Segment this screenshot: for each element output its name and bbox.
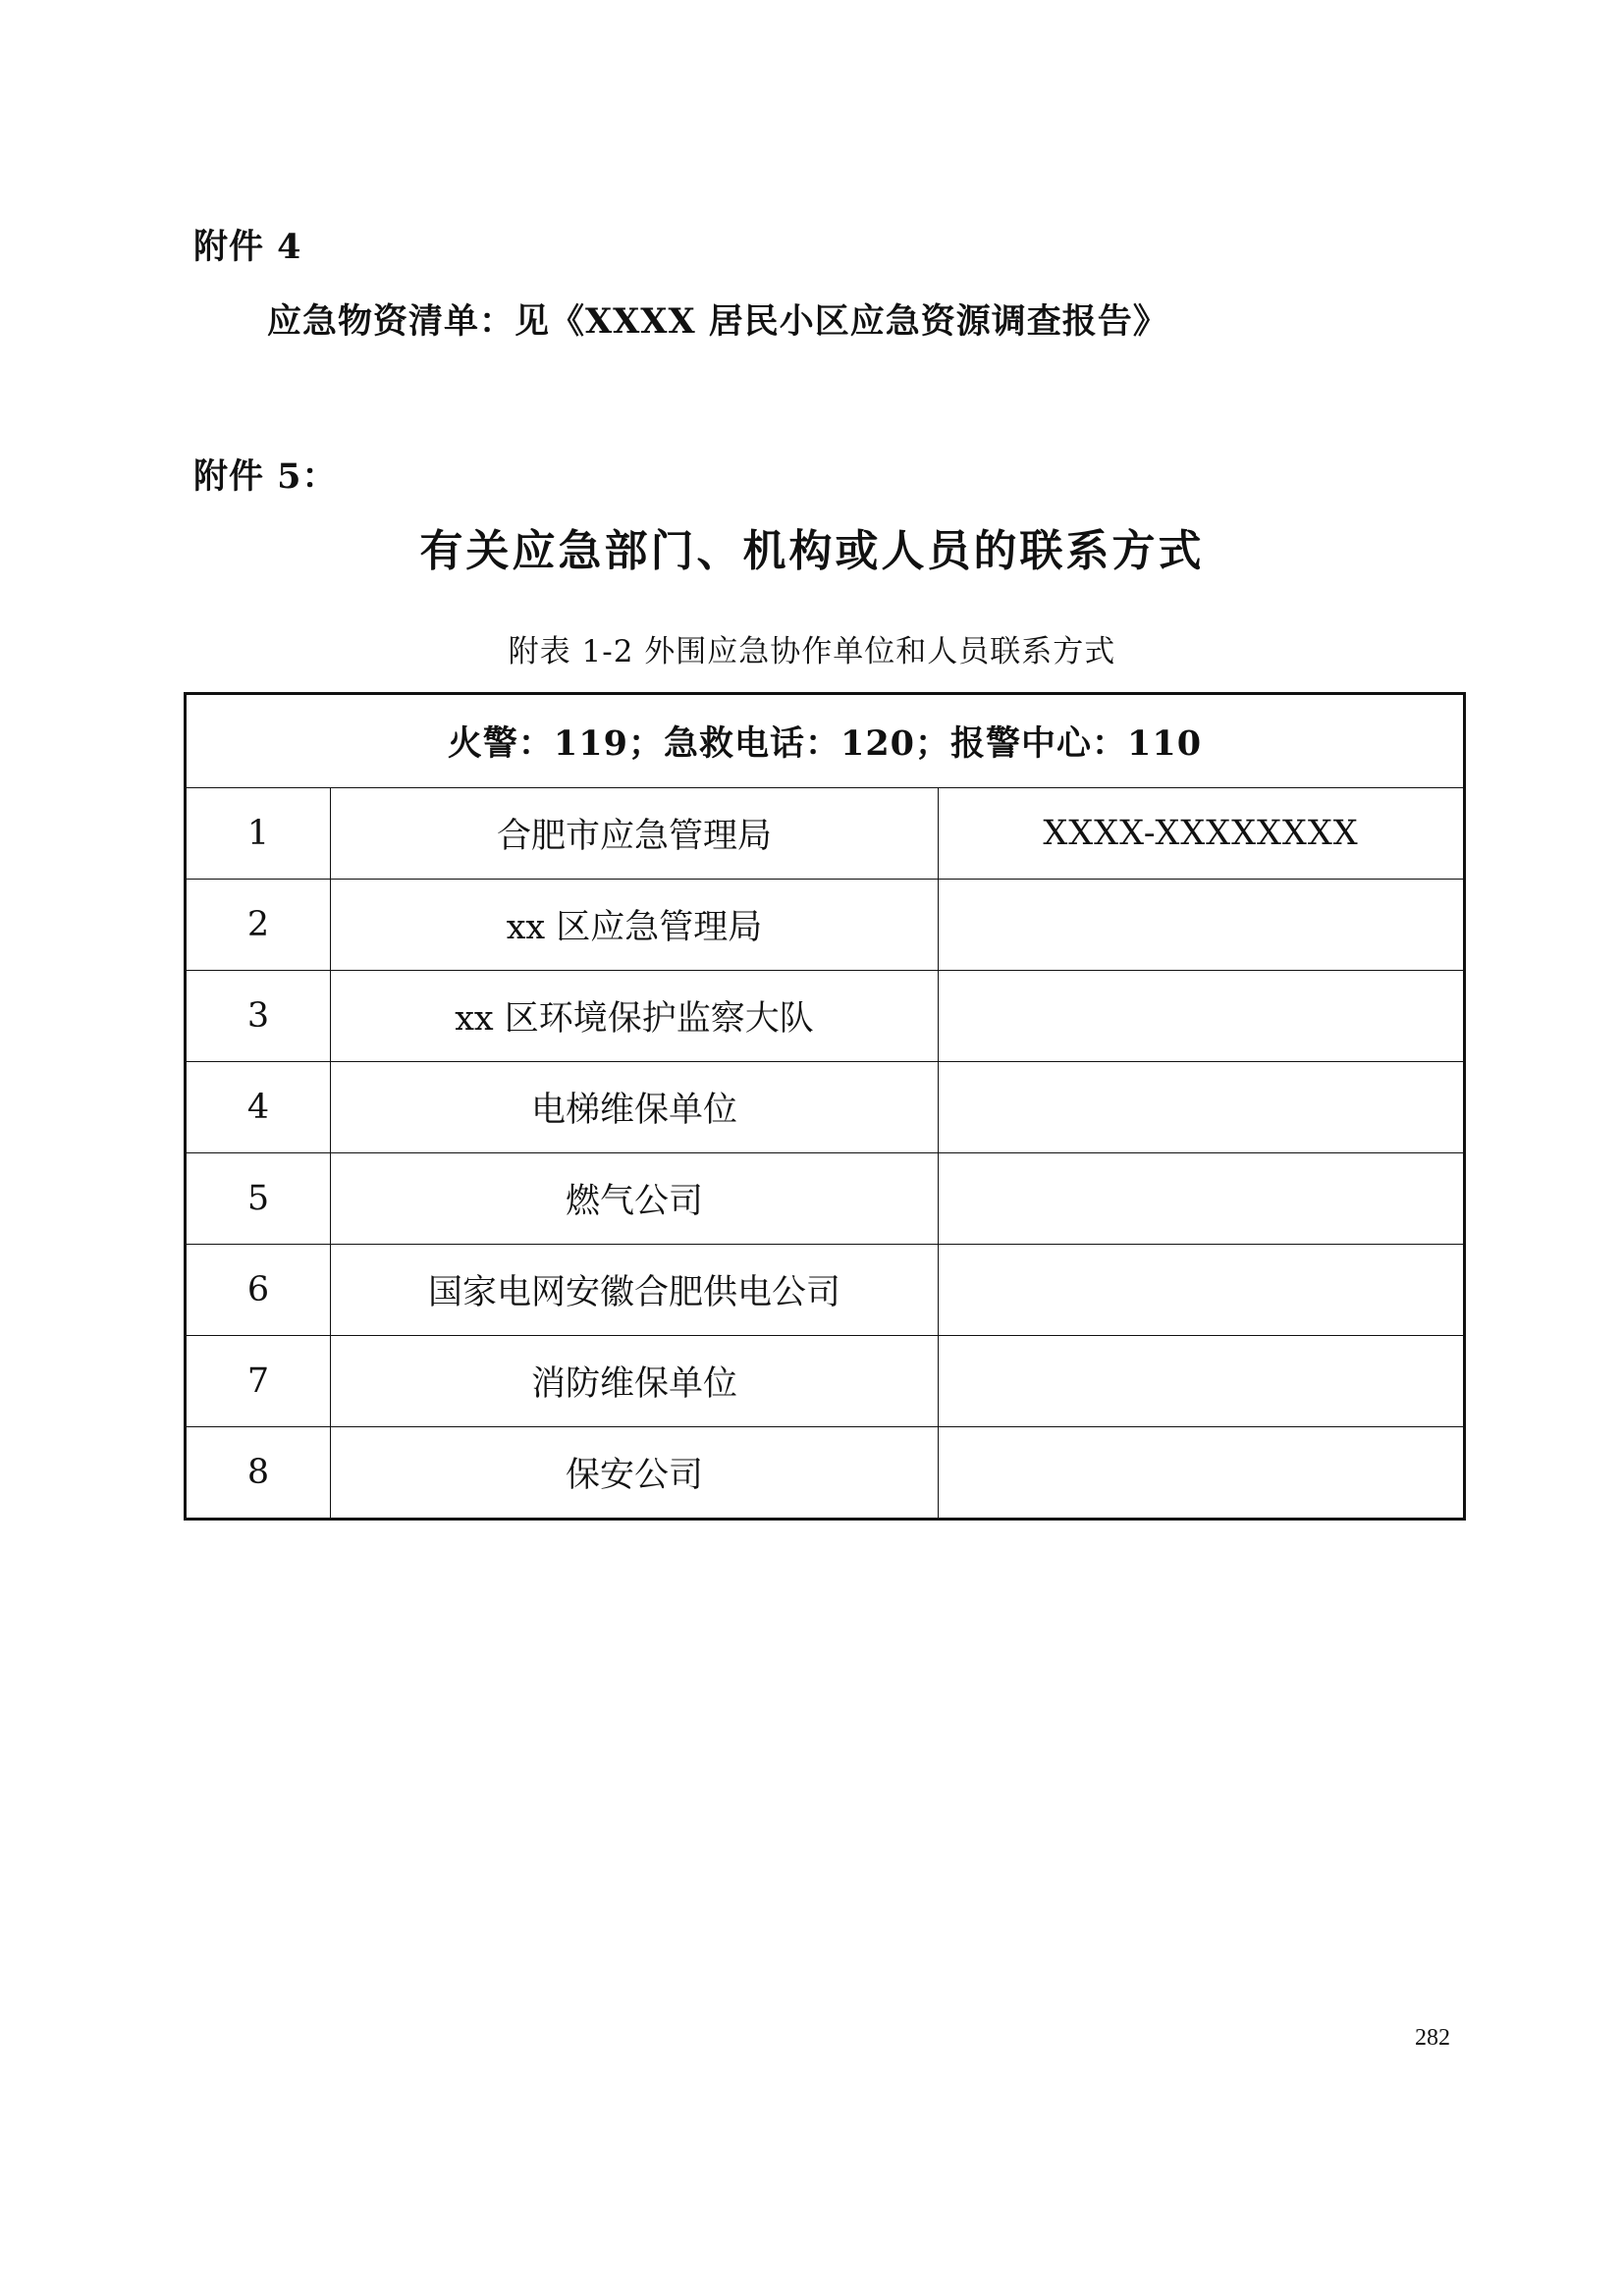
table-row: [186, 1427, 1465, 1520]
attachment-5-label: 附件 5：: [193, 456, 338, 497]
unit-name: 消防维保单位: [331, 1336, 939, 1427]
attachment-4-label: 附件 4: [193, 227, 302, 267]
contact-phone: [939, 1153, 1465, 1245]
contacts-section-title: 有关应急部门、机构或人员的联系方式: [419, 526, 1205, 576]
table-row: [186, 880, 1465, 971]
unit-name: xx 区环境保护监察大队: [331, 971, 939, 1062]
contact-phone: [939, 1427, 1465, 1520]
contact-phone: [939, 1062, 1465, 1153]
table-row: [186, 788, 1465, 880]
table-row: [186, 1336, 1465, 1427]
table-caption: 附表 1-2 外围应急协作单位和人员联系方式: [508, 634, 1116, 669]
table-header-row: [186, 694, 1465, 788]
unit-name: 国家电网安徽合肥供电公司: [331, 1245, 939, 1336]
table-row: [186, 971, 1465, 1062]
table-row: [186, 1062, 1465, 1153]
table-row: [186, 1153, 1465, 1245]
contact-phone: XXXX-XXXXXXXX: [939, 788, 1465, 880]
table-row: [186, 1245, 1465, 1336]
unit-name: 燃气公司: [331, 1153, 939, 1245]
row-number: 2: [186, 880, 331, 971]
contact-phone: [939, 971, 1465, 1062]
unit-name: xx 区应急管理局: [331, 880, 939, 971]
contact-phone: [939, 880, 1465, 971]
contacts-table: [184, 692, 1466, 1521]
row-number: 4: [186, 1062, 331, 1153]
emergency-numbers-header: 火警：119；急救电话：120；报警中心：110: [186, 694, 1465, 788]
emergency-supplies-line: 应急物资清单：见《XXXX 居民小区应急资源调查报告》: [267, 301, 1168, 342]
row-number: 7: [186, 1336, 331, 1427]
unit-name: 保安公司: [331, 1427, 939, 1520]
unit-name: 电梯维保单位: [331, 1062, 939, 1153]
row-number: 1: [186, 788, 331, 880]
row-number: 8: [186, 1427, 331, 1520]
contact-phone: [939, 1245, 1465, 1336]
row-number: 5: [186, 1153, 331, 1245]
unit-name: 合肥市应急管理局: [331, 788, 939, 880]
row-number: 6: [186, 1245, 331, 1336]
row-number: 3: [186, 971, 331, 1062]
contact-phone: [939, 1336, 1465, 1427]
page-number: 282: [1415, 2025, 1450, 2051]
